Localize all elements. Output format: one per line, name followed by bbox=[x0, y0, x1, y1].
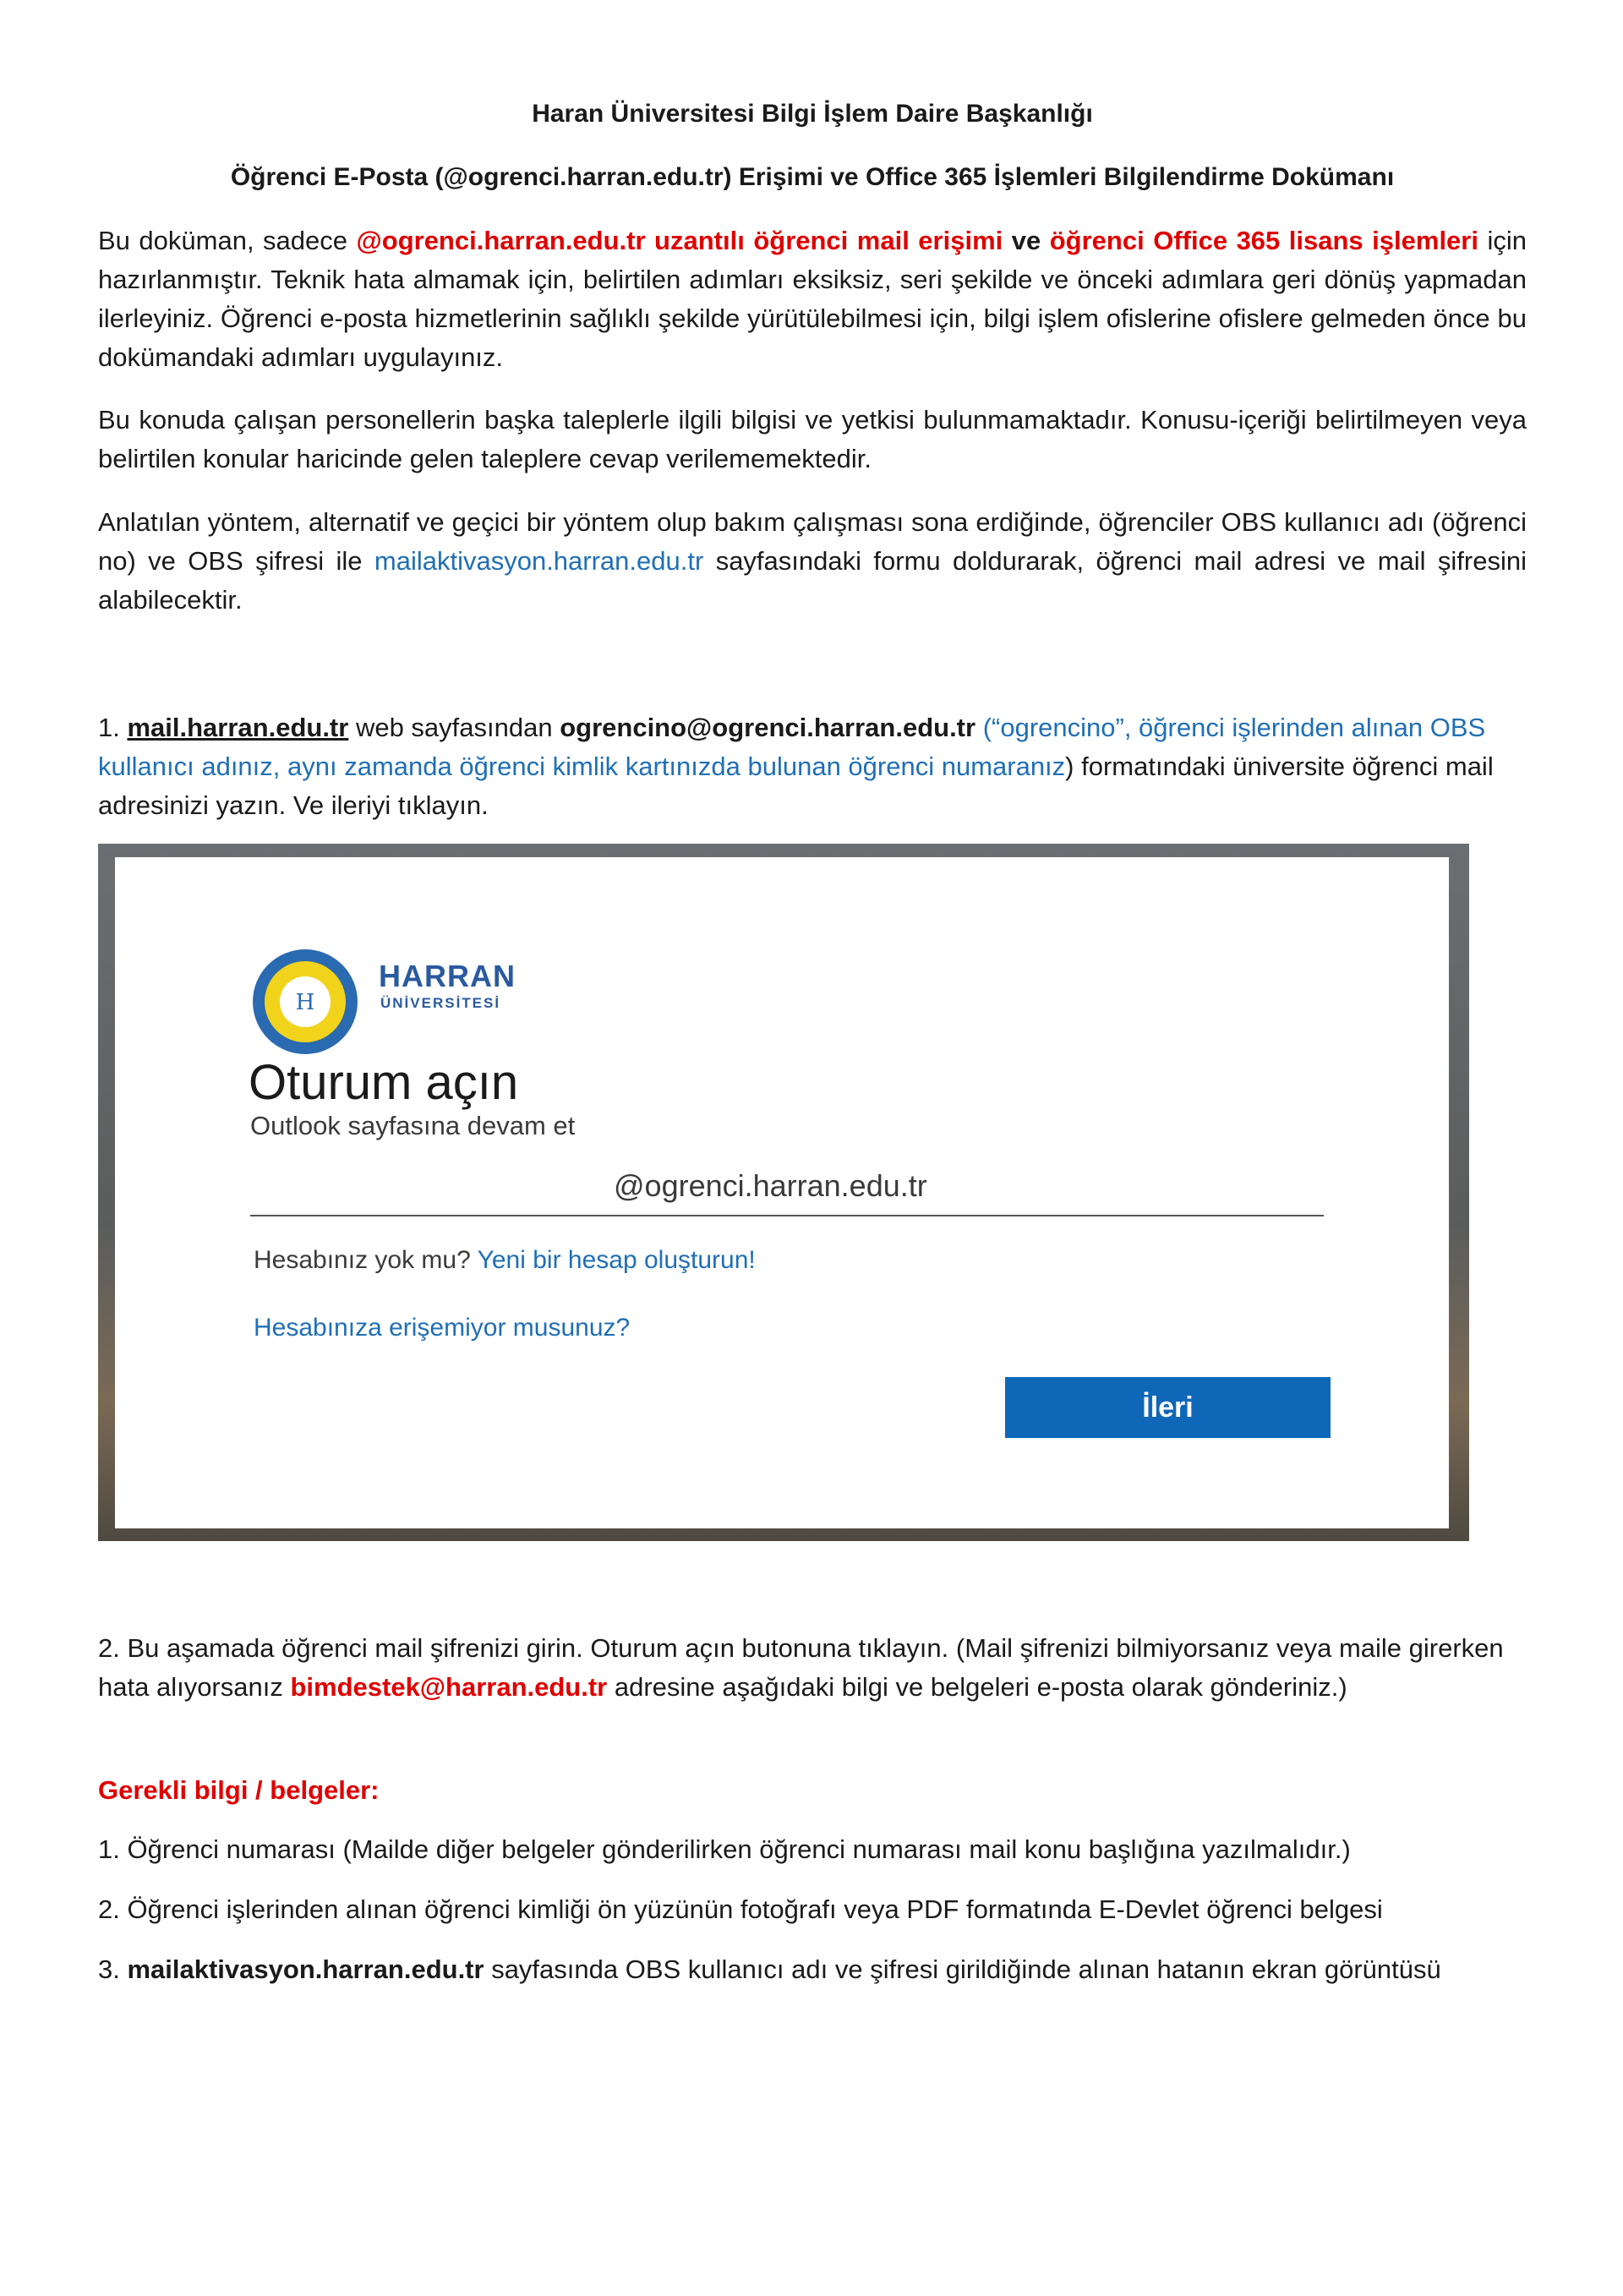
next-button[interactable]: İleri bbox=[1005, 1377, 1331, 1438]
intro-paragraph-1 bbox=[98, 221, 1527, 377]
requirement-item-2: 2. Öğrenci işlerinden alınan öğrenci kimliği ön yüzünün fotoğrafı veya PDF formatında E-Devlet öğrenci belgesi bbox=[98, 1894, 1383, 1924]
support-email[interactable]: bimdestek@harran.edu.tr bbox=[290, 1672, 608, 1702]
intro-paragraph-3 bbox=[98, 503, 1527, 620]
step-number: 1. bbox=[98, 713, 128, 742]
requirement-item-1: 1. Öğrenci numarası (Mailde diğer belgeler gönderilirken öğrenci numarası mail konu başlığına yazılmalıdır.) bbox=[98, 1834, 1351, 1864]
org-title: Haran Üniversitesi Bilgi İşlem Daire Başkanlığı bbox=[532, 100, 1093, 128]
intro-conjunction: ve bbox=[1003, 226, 1050, 255]
signin-screenshot bbox=[98, 844, 1469, 1541]
logo-name: HARRAN bbox=[379, 959, 516, 993]
highlight-mail-access: @ogrenci.harran.edu.tr uzantılı öğrenci mail erişimi bbox=[356, 226, 1003, 255]
create-account-link[interactable]: Yeni bir hesap oluşturun! bbox=[477, 1246, 756, 1274]
document-title: Öğrenci E-Posta (@ogrenci.harran.edu.tr) Erişimi ve Office 365 İşlemleri Bilgilendirme Dokümanı bbox=[230, 163, 1395, 191]
email-input[interactable] bbox=[250, 1157, 1324, 1216]
intro-text-rest: için hazırlanmıştır. Teknik hata almamak için, belirtilen adımları eksiksiz, seri şekilde ve önceki adımlara geri dönüş yapmadan ilerleyiniz. Öğrenci e-posta hizmetlerinin sağlıklı şekilde yürütülebilmesi için, bilgi işlem ofislerine ofislere gelmeden önce bu dokümandaki adımları uygulayınız. bbox=[98, 226, 1527, 372]
email-format-note: (“ogrencino”, öğrenci işlerinden alınan OBS kullanıcı adınız, aynı zamanda öğrenci kimlik kartınızda bulunan öğrenci numaranız bbox=[98, 713, 1486, 781]
highlight-office-license: öğrenci Office 365 lisans işlemleri bbox=[1049, 226, 1478, 255]
mail-site-link[interactable]: mail.harran.edu.tr bbox=[127, 713, 349, 742]
mailaktivasyon-site[interactable]: mailaktivasyon.harran.edu.tr bbox=[127, 1954, 484, 1984]
email-format: ogrencino@ogrenci.harran.edu.tr bbox=[560, 713, 976, 742]
intro-paragraph-2: Bu konuda çalışan personellerin başka taleplerle ilgili bilgisi ve yetkisi bulunmamaktadır. Konusu-içeriği belirtilmeyen veya belirtilen konular haricinde gelen taleplere cevap verilememektedir. bbox=[98, 405, 1527, 473]
requirement-item-3 bbox=[98, 1950, 1527, 1989]
step-1-paragraph bbox=[98, 708, 1527, 825]
requirements-heading: Gerekli bilgi / belgeler: bbox=[98, 1775, 380, 1805]
logo-subtitle: ÜNİVERSİTESİ bbox=[380, 995, 501, 1011]
signin-subtitle: Outlook sayfasına devam et bbox=[250, 1111, 576, 1140]
step-1-text: web sayfasından bbox=[348, 713, 560, 742]
step-2-text: 2. Bu aşamada öğrenci mail şifrenizi girin. Oturum açın butonuna tıklayın. (Mail şifrenizi bilmiyorsanız veya maile girerken hata alıyorsanız bbox=[98, 1633, 1504, 1702]
requirement-number: 3. bbox=[98, 1954, 128, 1984]
intro-p3-text: Anlatılan yöntem, alternatif ve geçici bir yöntem olup bakım çalışması sona erdiğinde, öğrenciler OBS kullanıcı adı (öğrenci no) ve OBS şifresi ile bbox=[98, 507, 1527, 576]
mailaktivasyon-link[interactable]: mailaktivasyon.harran.edu.tr bbox=[374, 546, 704, 576]
no-account-text bbox=[254, 1246, 756, 1275]
svg-text:H: H bbox=[295, 990, 315, 1015]
signin-title: Oturum açın bbox=[249, 1055, 519, 1110]
intro-text: Bu doküman, sadece bbox=[98, 226, 357, 255]
no-account-label: Hesabınız yok mu? bbox=[254, 1246, 478, 1274]
university-logo-icon bbox=[250, 947, 360, 1057]
signin-card bbox=[115, 857, 1449, 1528]
step-1-text-rest: ) formatındaki üniversite öğrenci mail adresinizi yazın. Ve ileriyi tıklayın. bbox=[98, 752, 1494, 820]
cant-access-link[interactable]: Hesabınıza erişemiyor musunuz? bbox=[254, 1314, 631, 1342]
intro-p3-text-rest: sayfasındaki formu doldurarak, öğrenci mail adresi ve mail şifresini alabilecektir. bbox=[98, 546, 1527, 615]
step-2-text-rest: adresine aşağıdaki bilgi ve belgeleri e-posta olarak gönderiniz.) bbox=[607, 1672, 1347, 1702]
step-2-paragraph bbox=[98, 1629, 1527, 1707]
requirement-item-3-text: sayfasında OBS kullanıcı adı ve şifresi girildiğinde alınan hatanın ekran görüntüsü bbox=[484, 1954, 1441, 1984]
